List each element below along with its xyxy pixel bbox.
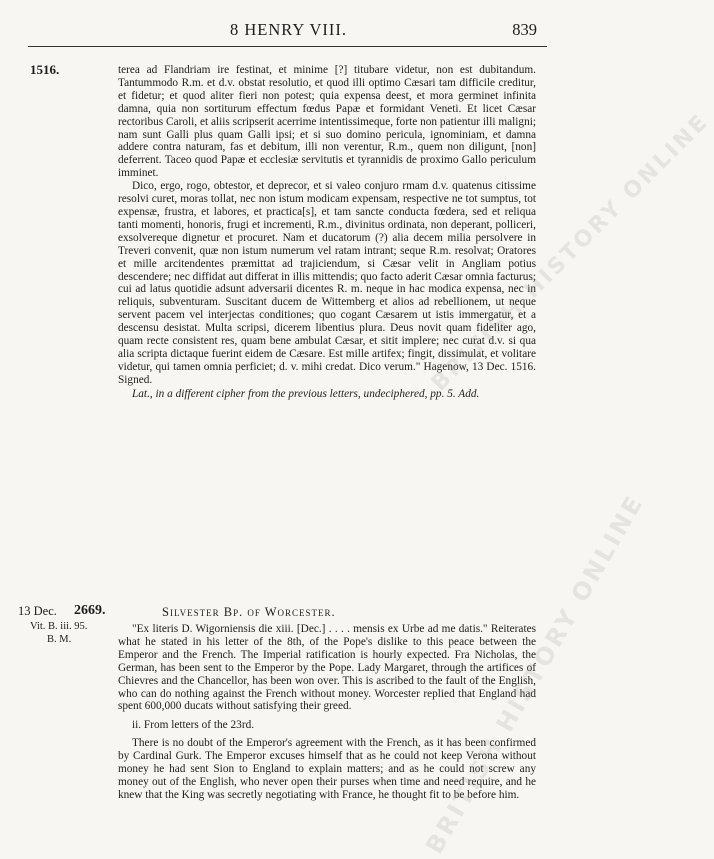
entry-paragraph-3: There is no doubt of the Emperor's agreement with the French, as it has been confirmed by Cardinal Gurk. The Emperor excuses himself that as he could not keep Verona without money he had sent Sion to England to explain matters; and as he could not screw any money out of the English, who never open their purses when time and need require, and he knew that the King was secretly negotiating with France, he thought fit to be before him. <box>118 737 536 801</box>
entry-number: 2669. <box>74 603 106 618</box>
entry-paragraph-2: ii. From letters of the 23rd. <box>132 719 255 732</box>
entry-heading: Silvester Bp. of Worcester. <box>162 605 336 619</box>
header-rule <box>28 46 547 47</box>
watermark-2: BRITISH HISTORY ONLINE <box>420 489 650 859</box>
latin-paragraph-2: Dico, ergo, rogo, obtestor, et deprecor, et si valeo conjuro rmam d.v. quatenus citissime resolvi curet, moras tollat, nec non istum modicam expensam, respective ne tot sumptus, tot expensæ, frustra, et labores, et practica[s], et tam sancte conducta fœdera, sed et reliqua tanti momenti, honoris, frugi et incrementi, R.m., divinitus ordinata, non deperant, polliceri, exsolvereque dignetur et procuret. Nam et ducatorum (?) alia decem milia persolvere in Treveri convenit, quæ non istum numerum vel ratam intrant; seque R.m. resolvat; Oratores et mille arcitendentes præmittat ad trajiciendum, si Cæsar velit in Angliam potius descendere; nec diffidat aut differat in illis mittendis; quo facto aderit Cæsar omnia facturus; cui ad latus quotidie adsunt adversarii dicentes R. m. neque in hac modica expensa, nec in reliquis, subventuram. Suscitant ducem de Wittemberg et alios ad rebellionem, ut neque servent pacem vel interjectas conditiones; quo cogant Cæsarem ut istis immergatur, et a descensu desistat. Multa scripsi, dicerem libentius plura. Deus novit quam fideliter ago, quam recte consistent res, quam bene ambulat Cæsar, et sitit implere; nec curat d.v. si qua alia scripta dictaque fuerint eidem de Cæsare. Est mille artifex; fingit, dissimulat, et volitare videtur, qui tamen omnia perficiet; d. v. mihi credat. Dico verum." Hagenow, 13 Dec. 1516. Signed. <box>118 180 536 386</box>
entry-repository: B. M. <box>47 634 72 645</box>
entry-date: 13 Dec. <box>18 604 57 618</box>
watermark-1: BRITISH HISTORY ONLINE <box>426 108 714 397</box>
page-number: 839 <box>512 20 537 39</box>
page-header <box>30 20 547 40</box>
margin-year: 1516. <box>30 62 60 77</box>
source-citation: Lat., in a different cipher from the previous letters, undeciphered, pp. 5. Add. <box>132 387 480 400</box>
entry-reference: Vit. B. iii. 95. <box>30 621 88 632</box>
running-title: 8 HENRY VIII. <box>229 20 348 39</box>
latin-paragraph-1: terea ad Flandriam ire festinat, et minime [?] titubare videtur, non est dubitandum. Tantummodo R.m. et d.v. obstat resolutio, et quod illi optimo Cæsari tam difficile creditur, et fidetur; et quod aliter fieri non potest; quia expensa deest, et mora germinet infinita damna, quia non sortiturum effectum fœdus Papæ et formidant Veneti. Et licet Cæsar rectoribus Caroli, et aliis scripserit acerrime intentissimeque, forte non patientur illi maligni; nam sunt Galli plus quam Galli ipsi; et si suo domino pericula, ignominiam, et damna addere contra naturam, fas et debitum, illi non verentur, R.m., quem non diligunt, [non] deferrent. Taceo quod Papæ et ecclesiæ servitutis et tyrannidis de proximo Gallo periculum imminet. <box>118 64 536 180</box>
continuation-text <box>118 64 536 401</box>
entry-paragraph-1: "Ex literis D. Wigorniensis die xiii. [Dec.] . . . . mensis ex Urbe ad me datis." Reiterates what he stated in his letter of the 8th, of the Pope's dislike to this peace between the Emperor and the French. The Imperial ratification is hourly expected. Fra Nicholas, the German, has been sent to the Emperor by the Pope. Lady Margaret, through the artifices of Chievres and the Chancellor, has been won over. This is ascribed to the fault of the English, who can do nothing against the French without money. Worcester replied that England had spent 600,000 ducats without satisfying their greed. <box>118 623 536 713</box>
entry-text <box>118 623 536 802</box>
